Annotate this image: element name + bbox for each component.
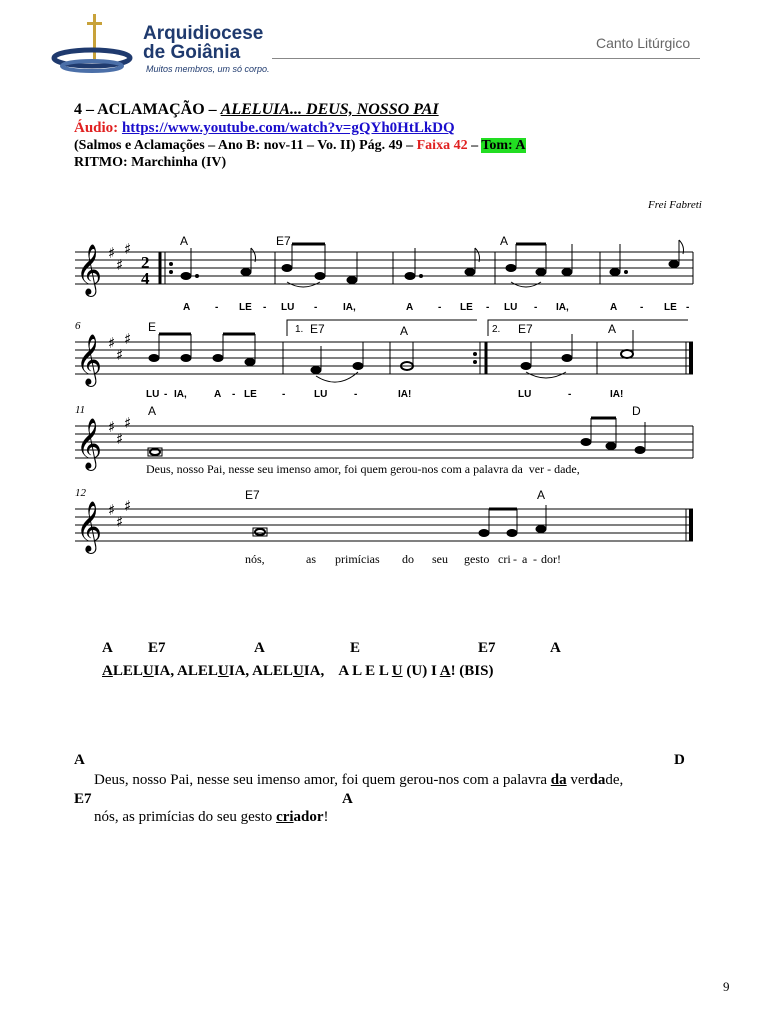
score-chord: A	[608, 322, 617, 336]
page-number: 9	[723, 979, 730, 994]
lyric-syllable: -	[232, 389, 236, 400]
measure-number: 11	[75, 404, 86, 416]
score-chord: A	[400, 324, 409, 338]
lyric-syllable: A	[406, 302, 414, 313]
score-chord: A	[537, 488, 546, 502]
lyric-word: dor!	[541, 552, 561, 566]
audio-link[interactable]: https://www.youtube.com/watch?v=gQYh0HtLkDQ	[121, 120, 455, 136]
score-chord: E7	[276, 234, 291, 248]
refrain-chord: E7	[478, 640, 496, 656]
lyric-syllable: -	[263, 302, 267, 313]
lyric-word: -	[513, 552, 517, 566]
svg-text:♯: ♯	[116, 513, 124, 531]
lyric-syllable: IA,	[556, 302, 569, 313]
svg-text:♯: ♯	[108, 244, 116, 262]
score-chord: E7	[518, 322, 533, 336]
lyric-syllable: LU	[504, 302, 518, 313]
verse-line-2: nós, as primícias do seu gesto criador!	[94, 809, 329, 825]
lyric-word: do	[402, 552, 414, 566]
lyric-syllable: LE	[664, 302, 677, 313]
lyric-syllable: -	[568, 389, 572, 400]
svg-text:♯: ♯	[116, 256, 124, 274]
lyric-syllable: -	[686, 302, 690, 313]
refrain-chord: A	[550, 640, 561, 656]
lyric-syllable: IA!	[398, 389, 412, 400]
lyric-word: a	[522, 552, 528, 566]
refrain-chord: A	[102, 640, 113, 656]
lyric-word: seu	[432, 552, 448, 566]
lyric-syllable: A	[183, 302, 191, 313]
staff-lines	[75, 252, 693, 541]
lyric-syllable: LU	[314, 389, 328, 400]
svg-text:♯: ♯	[108, 418, 116, 436]
lyric-word: nós,	[245, 552, 265, 566]
refrain-chord: E7	[148, 640, 166, 656]
svg-text:♯: ♯	[124, 497, 132, 515]
audio-line: Áudio: https://www.youtube.com/watch?v=gQYh0HtLkDQ	[74, 120, 455, 136]
notes	[181, 240, 684, 287]
lyric-syllable: LE	[460, 302, 473, 313]
lyric-syllable: A	[610, 302, 618, 313]
chant-text: Deus, nosso Pai, nesse seu imenso amor, foi quem gerou-nos com a palavra da ver - dade,	[146, 462, 580, 476]
lyric-word: primícias	[335, 552, 380, 566]
svg-text:♯: ♯	[124, 330, 132, 348]
lyric-syllable: LU	[518, 389, 532, 400]
verse-chord: D	[674, 752, 685, 768]
song-title: 4 – ACLAMAÇÃO – ALELUIA... DEUS, NOSSO PAI	[74, 101, 439, 118]
svg-text:4: 4	[141, 269, 150, 288]
rhythm-line: RITMO: Marchinha (IV)	[74, 155, 227, 170]
lyric-word: as	[306, 552, 316, 566]
lyric-word: -	[533, 552, 537, 566]
score-chord: E	[148, 320, 157, 334]
brand-line1: Arquidiocese	[143, 23, 264, 44]
lyric-word: cri	[498, 552, 511, 566]
track-label: Faixa 42	[416, 138, 468, 153]
score-chord: E7	[245, 488, 260, 502]
svg-text:𝄞: 𝄞	[76, 501, 103, 552]
svg-text:♯: ♯	[108, 501, 116, 519]
score-chord: E7	[310, 322, 325, 336]
composer: Frei Fabreti	[648, 199, 702, 211]
refrain-chord: A	[254, 640, 265, 656]
score-chord: A	[500, 234, 509, 248]
lyric-word: gesto	[464, 552, 490, 566]
brand-tagline: Muitos membros, um só corpo.	[146, 64, 270, 74]
volta-brackets	[287, 320, 688, 336]
measure-number: 12	[75, 487, 86, 499]
lyric-syllable: -	[282, 389, 286, 400]
refrain-chord: E	[350, 640, 361, 656]
brand-line2: de Goiânia	[143, 42, 241, 63]
svg-text:♯: ♯	[124, 414, 132, 432]
section-label: Canto Litúrgico	[596, 35, 691, 51]
lyric-syllable: IA,	[343, 302, 356, 313]
lyric-syllable: -	[314, 302, 318, 313]
key-badge: Tom: A	[481, 138, 526, 153]
score-chord: A	[180, 234, 189, 248]
volta-label: 2.	[492, 324, 501, 335]
svg-text:2: 2	[141, 253, 150, 272]
lyric-syllable: LU	[146, 389, 160, 400]
svg-text:♯: ♯	[108, 334, 116, 352]
verse-chord: E7	[74, 791, 92, 807]
verse-chord: A	[342, 791, 353, 807]
lyric-syllable: LE	[244, 389, 257, 400]
volta-label: 1.	[295, 324, 304, 335]
lyric-syllable: LE	[239, 302, 252, 313]
lyric-syllable: -	[164, 389, 168, 400]
svg-text:𝄞: 𝄞	[76, 334, 103, 385]
score-chord: A	[148, 404, 157, 418]
lyric-syllable: -	[215, 302, 219, 313]
measure-number: 6	[75, 320, 81, 332]
verse-line-1: Deus, nosso Pai, nesse seu imenso amor, foi quem gerou-nos com a palavra da verdade,	[94, 772, 624, 788]
svg-text:♯: ♯	[124, 240, 132, 258]
svg-text:𝄞: 𝄞	[76, 418, 103, 469]
lyric-syllable: -	[438, 302, 442, 313]
score-chord: D	[632, 404, 641, 418]
lyric-syllable: -	[640, 302, 644, 313]
notes-system4	[253, 505, 546, 537]
lyric-syllable: -	[534, 302, 538, 313]
verse-chord: A	[74, 752, 85, 768]
svg-text:♯: ♯	[116, 346, 124, 364]
refrain-lyrics: ALELUIA, ALELUIA, ALELUIA, A L E L U (U) I A! (BIS)	[102, 663, 494, 679]
lyric-syllable: IA!	[610, 389, 624, 400]
lyric-syllable: -	[354, 389, 358, 400]
svg-text:♯: ♯	[116, 430, 124, 448]
lyric-syllable: A	[214, 389, 222, 400]
svg-text:𝄞: 𝄞	[76, 244, 103, 295]
lyric-syllable: IA,	[174, 389, 187, 400]
time-signature	[141, 253, 150, 288]
lyric-syllable: LU	[281, 302, 295, 313]
lyric-syllable: -	[486, 302, 490, 313]
song-name: ALELUIA... DEUS, NOSSO PAI	[220, 101, 439, 118]
source-line: (Salmos e Aclamações – Ano B: nov-11 – Vo. II) Pág. 49 – Faixa 42 – Tom: A	[74, 138, 526, 153]
treble-clef-icon	[76, 244, 102, 554]
